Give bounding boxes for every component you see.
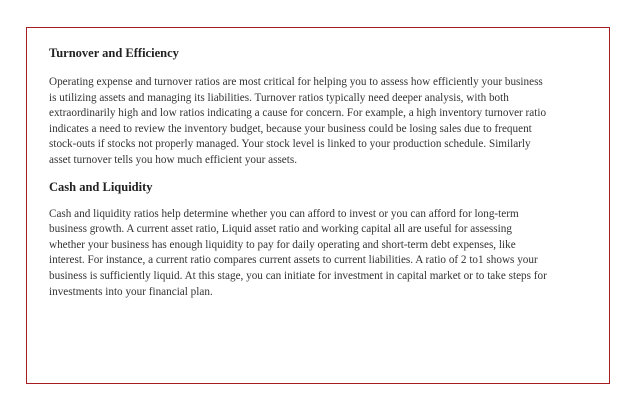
document-content xyxy=(49,45,549,300)
section-heading-turnover-efficiency: Turnover and Efficiency xyxy=(49,46,179,60)
section-paragraph-turnover-efficiency: Operating expense and turnover ratios are most critical for helping you to assess how efficiently your business is utilizing assets and managing its liabilities. Turnover ratios typically need deeper analysis, with both extraordinarily high and low ratios indicating a cause for concern. For example, a high inventory turnover ratio indicates a need to review the inventory budget, because your business could be losing sales due to frequent stock-outs if stocks not properly managed. Your stock level is linked to your production schedule. Similarly asset turnover tells you how much efficient your assets. xyxy=(49,76,547,166)
section-paragraph-cash-liquidity: Cash and liquidity ratios help determine whether you can afford to invest or you can afford for long-term business growth. A current asset ratio, Liquid asset ratio and working capital all are useful for assessing whether your business has enough liquidity to pay for daily operating and short-term debt expenses, like interest. For instance, a current ratio compares current assets to current liabilities. A ratio of 2 to1 shows your business is sufficiently liquid. At this stage, you can initiate for investment in capital market or to take steps for investments into your financial plan. xyxy=(49,207,547,298)
section-heading-cash-liquidity: Cash and Liquidity xyxy=(49,179,153,194)
